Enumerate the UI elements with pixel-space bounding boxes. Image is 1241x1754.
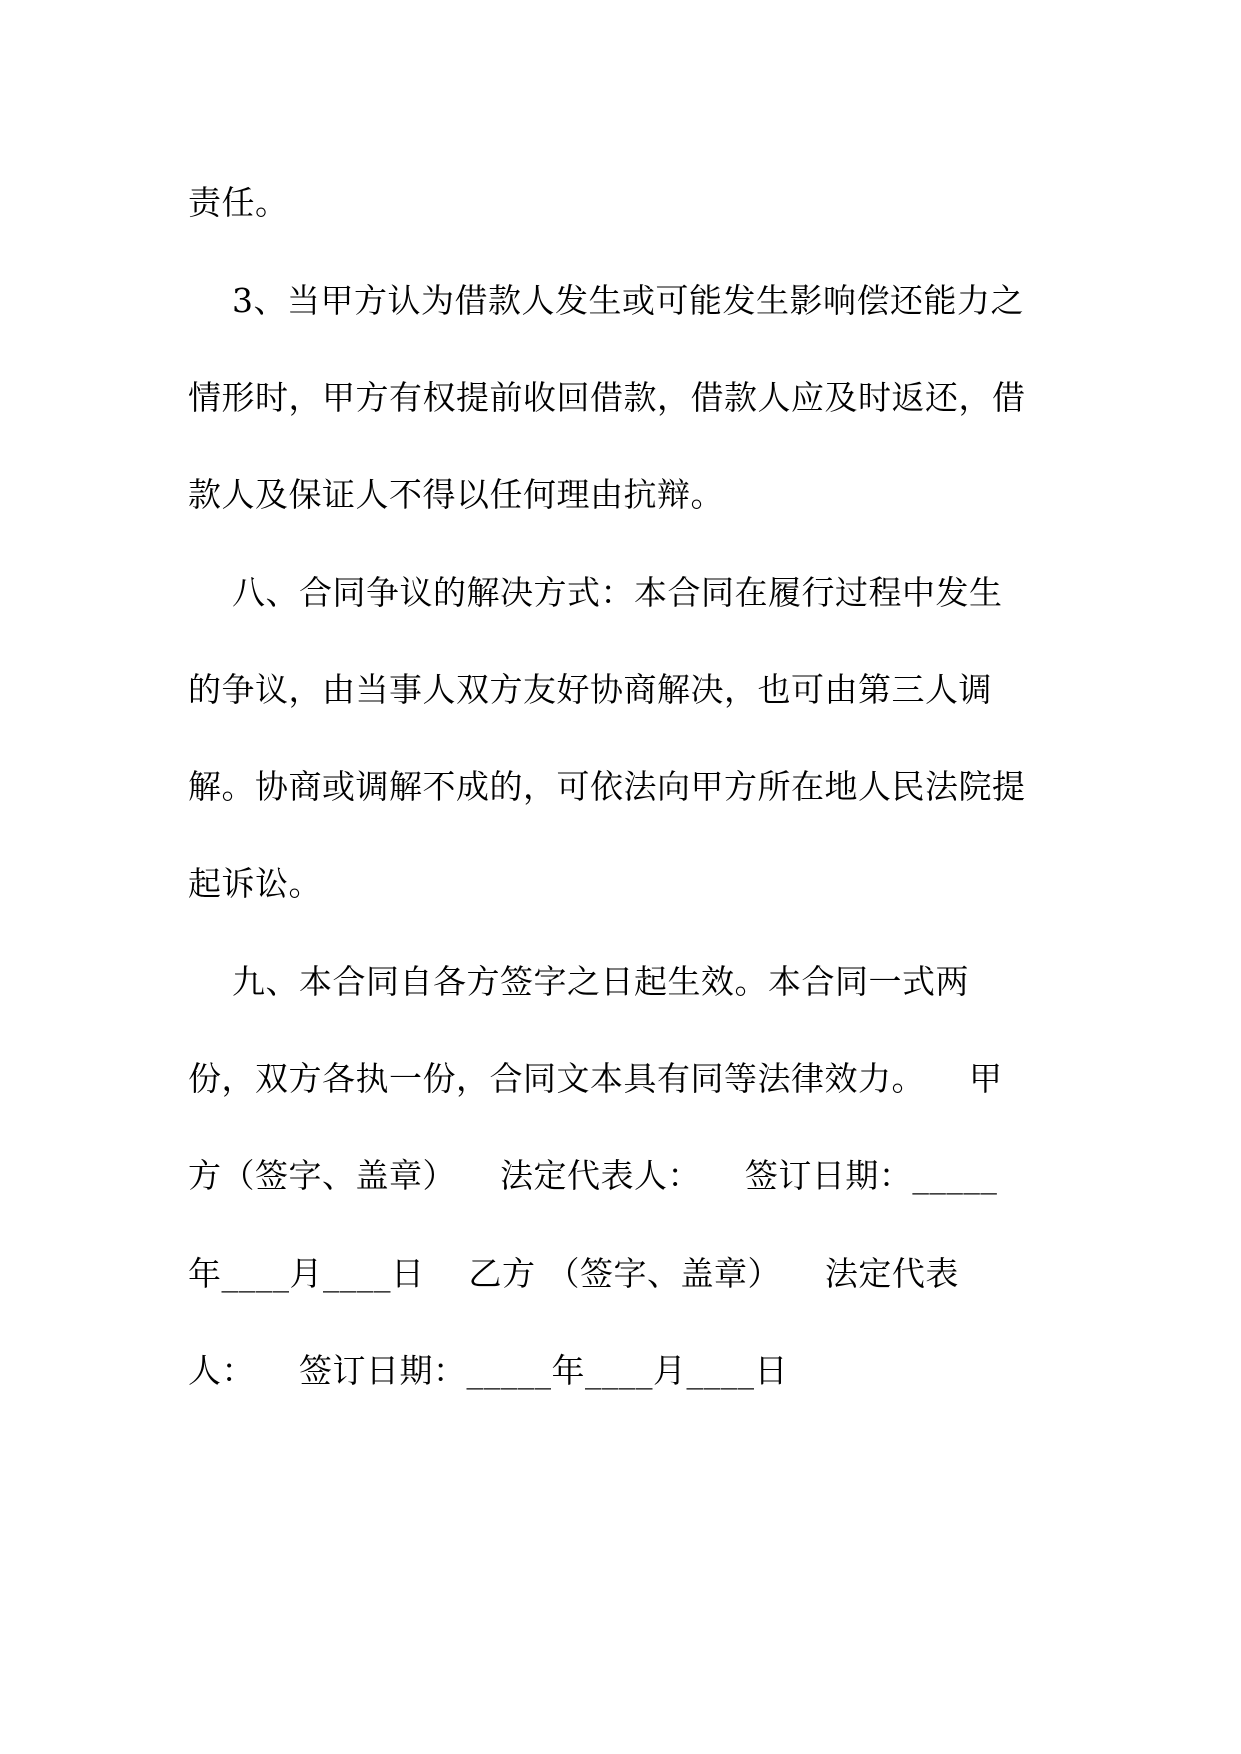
text-line: 方（签字、盖章） 法定代表人： 签订日期：_____ xyxy=(188,1156,998,1195)
text-line: 解。协商或调解不成的，可依法向甲方所在地人民法院提 xyxy=(188,767,1026,806)
text-line: 情形时，甲方有权提前收回借款，借款人应及时返还，借 xyxy=(188,378,1026,417)
text-line: 人： 签订日期：_____年____月____日 xyxy=(188,1351,788,1390)
text-line: 九、本合同自各方签字之日起生效。本合同一式两 xyxy=(188,962,969,1001)
text-line: 份，双方各执一份，合同文本具有同等法律效力。 甲 xyxy=(188,1059,1003,1098)
text-line: 的争议，由当事人双方友好协商解决，也可由第三人调 xyxy=(188,670,992,709)
text-line: 款人及保证人不得以任何理由抗辩。 xyxy=(188,475,724,514)
text-line: 八、合同争议的解决方式：本合同在履行过程中发生 xyxy=(188,573,1003,612)
text-line: 年____月____日 乙方 （签字、盖章） 法定代表 xyxy=(188,1254,959,1293)
text-line: 责任。 xyxy=(188,183,289,222)
text-line: 起诉讼。 xyxy=(188,864,322,903)
text-line: 3、当甲方认为借款人发生或可能发生影响偿还能力之 xyxy=(188,281,1024,320)
